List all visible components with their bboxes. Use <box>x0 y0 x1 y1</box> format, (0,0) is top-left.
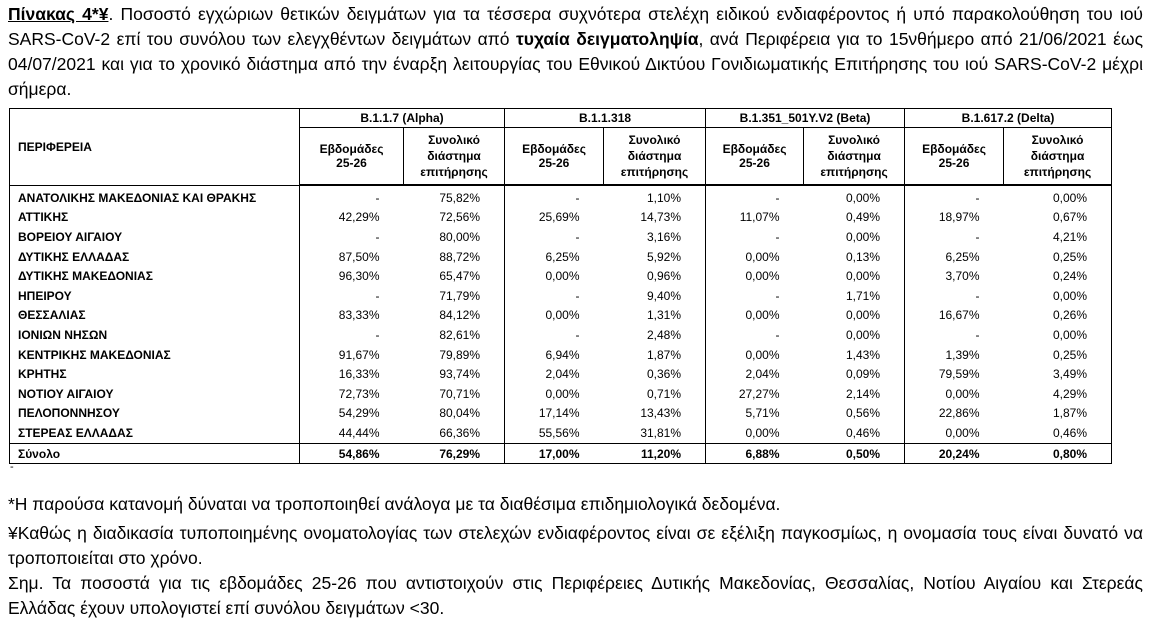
weeks-value-b11318: - <box>505 325 604 345</box>
weeks-value-alpha: - <box>300 325 404 345</box>
total-value-alpha: 88,72% <box>404 247 505 267</box>
table-row <box>10 286 1112 306</box>
total-label-1: Συνολικό <box>828 133 880 147</box>
footnotes <box>8 492 1143 621</box>
total-label-2: διάστημα <box>827 149 881 163</box>
region-name: Σύνολο <box>10 443 300 464</box>
weeks-value-b11318: 0,00% <box>505 384 604 404</box>
weeks-value-alpha: 91,67% <box>300 345 404 365</box>
total-value-b11318: 14,73% <box>604 208 706 228</box>
table-row <box>10 247 1112 267</box>
weeks-range: 25-26 <box>938 156 970 170</box>
weeks-value-delta: 6,25% <box>905 247 1004 267</box>
total-value-b11318: 0,71% <box>604 384 706 404</box>
total-value-b11318: 3,16% <box>604 227 706 247</box>
total-value-beta: 0,00% <box>804 325 905 345</box>
total-value-b11318: 13,43% <box>604 404 706 424</box>
total-value-beta: 2,14% <box>804 384 905 404</box>
table-row <box>10 404 1112 424</box>
weeks-value-b11318: 55,56% <box>505 423 604 443</box>
caption-emphasis: τυχαία δειγματοληψία <box>515 29 699 49</box>
total-value-alpha: 65,47% <box>404 266 505 286</box>
table-row <box>10 185 1112 208</box>
weeks-value-b11318: 0,00% <box>505 306 604 326</box>
variant-header-delta: B.1.617.2 (Delta) <box>905 109 1112 128</box>
weeks-value-alpha: 16,33% <box>300 364 404 384</box>
total-value-beta: 0,00% <box>804 306 905 326</box>
total-label-1: Συνολικό <box>428 133 480 147</box>
total-label-1: Συνολικό <box>1031 133 1084 147</box>
caption-text-after: , ανά Περιφέρεια για το 15νθήμερο από 21/06/2021 έως 04/07/2021 και για το χρονικό διάστημα από την έναρξη λειτουργίας του Εθνικού Δικτύου Γονιδιωματικής Επιτήρησης του ιού SARS-CoV-2 μέχρι σήμερα. <box>8 29 1144 99</box>
weeks-label: Εβδομάδες <box>522 142 586 156</box>
total-label-1: Συνολικό <box>628 133 681 147</box>
subheader-total-alpha <box>404 128 505 186</box>
weeks-value-delta: 0,00% <box>905 423 1004 443</box>
total-value-beta: 0,13% <box>804 247 905 267</box>
total-value-b11318: 9,40% <box>604 286 706 306</box>
weeks-value-alpha: 83,33% <box>300 306 404 326</box>
table-number: Πίνακας 4*¥ <box>8 4 109 24</box>
total-value-alpha: 82,61% <box>404 325 505 345</box>
region-name: ΘΕΣΣΑΛΙΑΣ <box>10 306 300 326</box>
total-value-b11318: 1,87% <box>604 345 706 365</box>
region-column-header: ΠΕΡΙΦΕΡΕΙΑ <box>10 109 300 186</box>
total-value-alpha: 80,00% <box>404 227 505 247</box>
weeks-value-beta: 5,71% <box>706 404 804 424</box>
weeks-value-b11318: - <box>505 185 604 208</box>
weeks-value-alpha: 44,44% <box>300 423 404 443</box>
total-value-delta: 4,29% <box>1004 384 1112 404</box>
weeks-value-alpha: 72,73% <box>300 384 404 404</box>
total-value-beta: 0,09% <box>804 364 905 384</box>
total-value-alpha: 72,56% <box>404 208 505 228</box>
total-value-alpha: 79,89% <box>404 345 505 365</box>
weeks-value-b11318: 2,04% <box>505 364 604 384</box>
weeks-range: 25-26 <box>739 156 770 170</box>
region-name: ΒΟΡΕΙΟΥ ΑΙΓΑΙΟΥ <box>10 227 300 247</box>
weeks-value-delta: 18,97% <box>905 208 1004 228</box>
total-value-beta: 0,56% <box>804 404 905 424</box>
region-name: ΣΤΕΡΕΑΣ ΕΛΛΑΔΑΣ <box>10 423 300 443</box>
total-value-delta: 0,00% <box>1004 185 1112 208</box>
table-row <box>10 227 1112 247</box>
variant-header-row <box>10 109 1112 128</box>
weeks-value-alpha: - <box>300 185 404 208</box>
region-name: ΚΕΝΤΡΙΚΗΣ ΜΑΚΕΔΟΝΙΑΣ <box>10 345 300 365</box>
total-value-delta: 0,46% <box>1004 423 1112 443</box>
table-row <box>10 266 1112 286</box>
total-value-alpha: 93,74% <box>404 364 505 384</box>
table-row <box>10 423 1112 443</box>
total-value-delta: 0,26% <box>1004 306 1112 326</box>
table-caption <box>8 2 1143 102</box>
region-name: ΝΟΤΙΟΥ ΑΙΓΑΙΟΥ <box>10 384 300 404</box>
weeks-value-delta: - <box>905 325 1004 345</box>
total-value-b11318: 0,96% <box>604 266 706 286</box>
total-value-delta: 3,49% <box>1004 364 1112 384</box>
footnote-yen: ¥Καθώς η διαδικασία τυποποιημένης ονοματολογίας των στελεχών ενδιαφέροντος είναι σε εξέλιξη παγκοσμίως, η ονομασία τους είναι δυνατό να τροποποιείται στο χρόνο. <box>8 523 1143 568</box>
region-name: ΚΡΗΤΗΣ <box>10 364 300 384</box>
weeks-value-b11318: - <box>505 227 604 247</box>
table-row <box>10 345 1112 365</box>
weeks-value-delta: 22,86% <box>905 404 1004 424</box>
variant-header-b11318: B.1.1.318 <box>505 109 706 128</box>
variant-header-alpha: B.1.1.7 (Alpha) <box>300 109 505 128</box>
total-value-beta: 0,00% <box>804 266 905 286</box>
weeks-value-b11318: 17,14% <box>505 404 604 424</box>
total-value-delta: 0,25% <box>1004 247 1112 267</box>
total-value-delta: 0,25% <box>1004 345 1112 365</box>
total-value-alpha: 66,36% <box>404 423 505 443</box>
weeks-value-delta: 16,67% <box>905 306 1004 326</box>
total-value-beta: 1,71% <box>804 286 905 306</box>
total-value-beta: 0,00% <box>804 227 905 247</box>
total-value-delta: 0,00% <box>1004 325 1112 345</box>
subheader-weeks-b11318 <box>505 128 604 186</box>
total-value-b11318: 2,48% <box>604 325 706 345</box>
footnote-asterisk: *Η παρούσα κατανομή δύναται να τροποποιηθεί ανάλογα με τα διαθέσιμα επιδημιολογικά δεδομένα. <box>8 494 781 514</box>
total-value-b11318: 5,92% <box>604 247 706 267</box>
weeks-range: 25-26 <box>538 156 570 170</box>
region-name: ΔΥΤΙΚΗΣ ΜΑΚΕΔΟΝΙΑΣ <box>10 266 300 286</box>
weeks-value-alpha: 96,30% <box>300 266 404 286</box>
subheader-total-beta <box>804 128 905 186</box>
total-value-delta: 0,24% <box>1004 266 1112 286</box>
total-value-beta: 0,50% <box>804 443 905 464</box>
total-value-b11318: 31,81% <box>604 423 706 443</box>
weeks-label: Εβδομάδες <box>922 142 986 156</box>
weeks-value-b11318: - <box>505 286 604 306</box>
total-value-b11318: 1,10% <box>604 185 706 208</box>
table-row <box>10 364 1112 384</box>
total-value-alpha: 71,79% <box>404 286 505 306</box>
subheader-weeks-beta <box>706 128 804 186</box>
weeks-value-delta: 3,70% <box>905 266 1004 286</box>
total-label-3: επιτήρησης <box>420 165 488 179</box>
weeks-value-b11318: 0,00% <box>505 266 604 286</box>
weeks-value-beta: - <box>706 227 804 247</box>
region-name: ΔΥΤΙΚΗΣ ΕΛΛΑΔΑΣ <box>10 247 300 267</box>
total-row <box>10 443 1112 464</box>
total-value-beta: 0,00% <box>804 185 905 208</box>
region-name: ΗΠΕΙΡΟΥ <box>10 286 300 306</box>
total-label-2: διάστημα <box>1030 149 1085 163</box>
variants-table <box>9 108 1112 464</box>
caption-text-before: . Ποσοστό εγχώριων θετικών δειγμάτων για τα τέσσερα συχνότερα στελέχη ειδικού ενδιαφέροντος ή υπό παρακολούθηση του ιού SARS-CoV-2 επί του συνόλου των ελεγχθέντων δειγμάτων από <box>8 4 1144 49</box>
weeks-value-alpha: - <box>300 286 404 306</box>
subheader-total-b11318 <box>604 128 706 186</box>
total-value-alpha: 80,04% <box>404 404 505 424</box>
total-value-alpha: 70,71% <box>404 384 505 404</box>
subheader-weeks-alpha <box>300 128 404 186</box>
weeks-value-delta: - <box>905 185 1004 208</box>
total-value-delta: 4,21% <box>1004 227 1112 247</box>
weeks-value-delta: 79,59% <box>905 364 1004 384</box>
weeks-value-b11318: 25,69% <box>505 208 604 228</box>
weeks-value-beta: 0,00% <box>706 423 804 443</box>
weeks-value-beta: 2,04% <box>706 364 804 384</box>
total-value-delta: 0,67% <box>1004 208 1112 228</box>
weeks-value-alpha: 87,50% <box>300 247 404 267</box>
weeks-value-beta: 0,00% <box>706 266 804 286</box>
total-value-beta: 1,43% <box>804 345 905 365</box>
weeks-label: Εβδομάδες <box>722 142 787 156</box>
weeks-value-beta: 0,00% <box>706 306 804 326</box>
weeks-value-beta: 0,00% <box>706 247 804 267</box>
total-value-alpha: 76,29% <box>404 443 505 464</box>
total-label-3: επιτήρησης <box>1023 165 1092 179</box>
weeks-value-delta: 20,24% <box>905 443 1004 464</box>
footnote-note: Σημ. Τα ποσοστά για τις εβδομάδες 25-26 που αντιστοιχούν στις Περιφέρειες Δυτικής Μακεδονίας, Θεσσαλίας, Νοτίου Αιγαίου και Στερεάς Ελλάδας έχουν υπολογιστεί επί συνόλου δειγμάτων <30. <box>8 573 1143 618</box>
region-name: ΑΤΤΙΚΗΣ <box>10 208 300 228</box>
weeks-value-alpha: - <box>300 227 404 247</box>
table-row <box>10 325 1112 345</box>
weeks-value-delta: 1,39% <box>905 345 1004 365</box>
total-value-b11318: 0,36% <box>604 364 706 384</box>
subheader-weeks-delta <box>905 128 1004 186</box>
weeks-label: Εβδομάδες <box>319 142 384 156</box>
total-value-b11318: 1,31% <box>604 306 706 326</box>
table-row <box>10 306 1112 326</box>
total-value-beta: 0,46% <box>804 423 905 443</box>
region-name: ΑΝΑΤΟΛΙΚΗΣ ΜΑΚΕΔΟΝΙΑΣ ΚΑΙ ΘΡΑΚΗΣ <box>10 185 300 208</box>
region-name: ΠΕΛΟΠΟΝΝΗΣΟΥ <box>10 404 300 424</box>
weeks-value-delta: - <box>905 227 1004 247</box>
weeks-value-beta: 0,00% <box>706 345 804 365</box>
table-row <box>10 384 1112 404</box>
weeks-value-alpha: 54,29% <box>300 404 404 424</box>
weeks-value-b11318: 6,25% <box>505 247 604 267</box>
weeks-value-beta: - <box>706 325 804 345</box>
total-value-delta: 0,00% <box>1004 286 1112 306</box>
weeks-value-delta: 0,00% <box>905 384 1004 404</box>
weeks-value-beta: 6,88% <box>706 443 804 464</box>
total-value-delta: 1,87% <box>1004 404 1112 424</box>
weeks-value-delta: - <box>905 286 1004 306</box>
total-value-delta: 0,80% <box>1004 443 1112 464</box>
weeks-value-beta: - <box>706 185 804 208</box>
subheader-total-delta <box>1004 128 1112 186</box>
weeks-value-alpha: 54,86% <box>300 443 404 464</box>
total-label-2: διάστημα <box>627 149 682 163</box>
weeks-value-b11318: 17,00% <box>505 443 604 464</box>
table-row <box>10 208 1112 228</box>
weeks-value-alpha: 42,29% <box>300 208 404 228</box>
weeks-value-b11318: 6,94% <box>505 345 604 365</box>
total-value-beta: 0,49% <box>804 208 905 228</box>
table-body <box>10 185 1112 464</box>
total-value-alpha: 84,12% <box>404 306 505 326</box>
below-table-mark: - <box>10 461 14 473</box>
total-label-2: διάστημα <box>427 149 481 163</box>
weeks-range: 25-26 <box>336 156 367 170</box>
region-name: ΙΟΝΙΩΝ ΝΗΣΩΝ <box>10 325 300 345</box>
total-label-3: επιτήρησης <box>820 165 888 179</box>
total-label-3: επιτήρησης <box>620 165 689 179</box>
total-value-alpha: 75,82% <box>404 185 505 208</box>
weeks-value-beta: 27,27% <box>706 384 804 404</box>
variant-header-beta: B.1.351_501Y.V2 (Beta) <box>706 109 905 128</box>
total-value-b11318: 11,20% <box>604 443 706 464</box>
weeks-value-beta: 11,07% <box>706 208 804 228</box>
weeks-value-beta: - <box>706 286 804 306</box>
